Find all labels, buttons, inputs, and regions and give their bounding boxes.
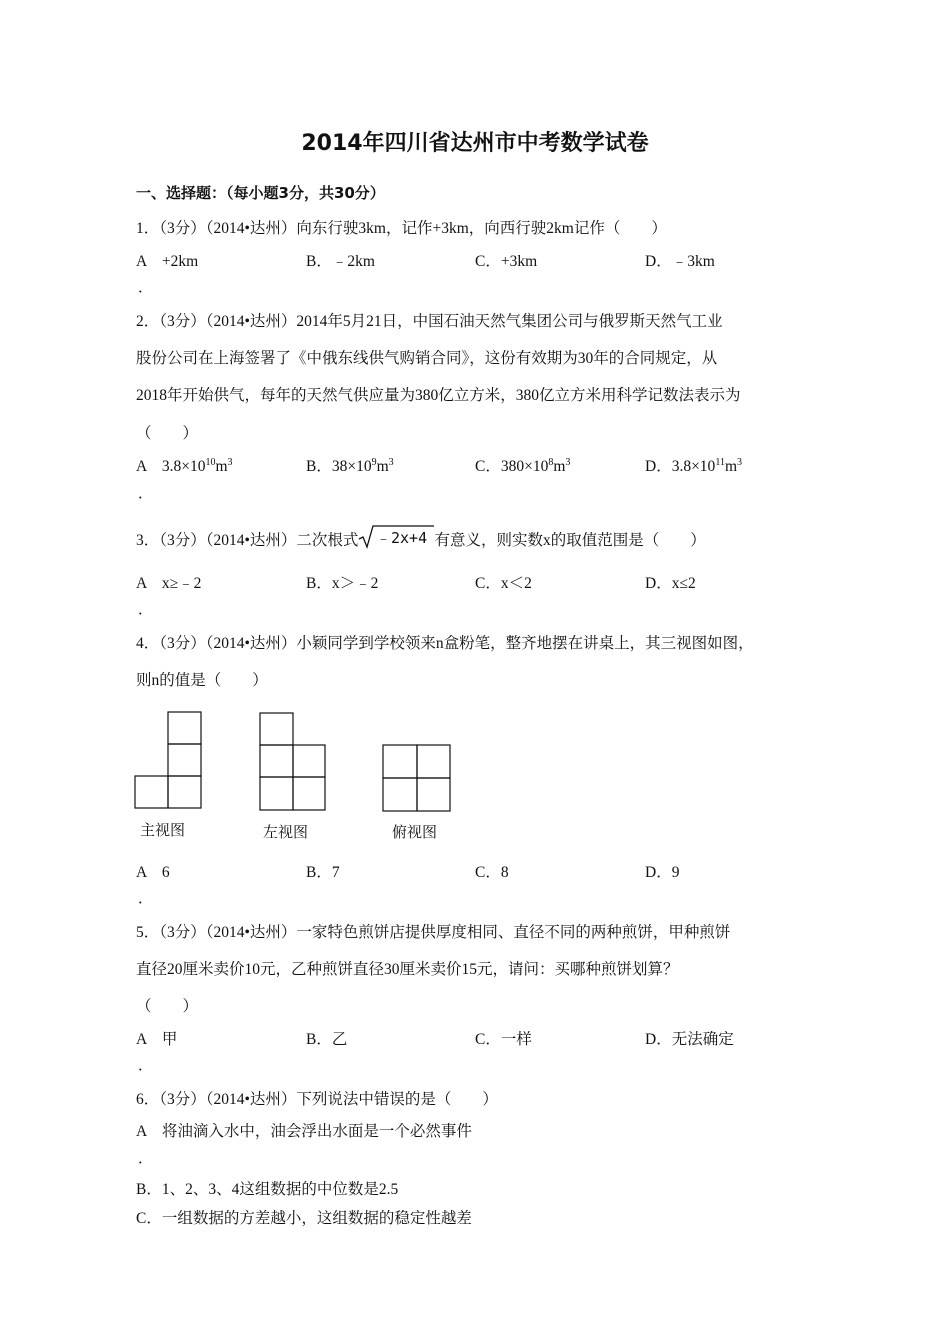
option-dot: ． (138, 486, 154, 502)
q5-option-d: D．无法确定 (645, 1031, 734, 1048)
q3-option-d: D．x≤2 (645, 575, 696, 592)
q4-option-a: A 6 (136, 864, 170, 881)
q2-option-c-label: C．380×10 (475, 458, 549, 475)
three-views-figure (130, 705, 460, 815)
q4-option-d: D．9 (645, 864, 680, 881)
option-dot: ． (138, 602, 154, 618)
option-dot: ． (138, 1151, 154, 1167)
section-heading: 一、选择题：（每小题3分，共30分） (136, 184, 385, 202)
q2-option-a (136, 454, 233, 476)
q1-option-a: A +2km (136, 253, 199, 270)
q2-option-c-exp: 8 (548, 456, 554, 468)
q2-option-c-unit: m (553, 458, 566, 475)
question-4-line-1: 4．（3分）（2014•达州）小颖同学到学校领来n盒粉笔，整齐地摆在讲桌上，其三视图如图， (136, 635, 754, 652)
question-2-line-1: 2．（3分）（2014•达州）2014年5月21日，中国石油天然气集团公司与俄罗斯天然气工业 (136, 313, 723, 330)
question-2-line-4: （ ） (136, 425, 199, 442)
q2-option-d-unit-exp: 3 (737, 456, 743, 468)
q2-option-d-unit: m (724, 458, 738, 475)
option-dot: ． (138, 1058, 154, 1074)
q3-option-c: C．x＜2 (475, 575, 532, 592)
q2-option-d-exp: 11 (715, 456, 725, 468)
q2-option-a-exp: 10 (205, 456, 216, 468)
q3-suffix: 有意义，则实数x的取值范围是（ ） (434, 532, 706, 549)
question-4-line-2: 则n的值是（ ） (136, 672, 268, 689)
q5-option-a: A 甲 (136, 1031, 178, 1048)
option-dot: ． (138, 280, 154, 296)
q2-option-b (306, 454, 394, 476)
q4-option-b: B．7 (306, 864, 340, 881)
top-view-caption: 俯视图 (392, 823, 438, 841)
option-dot: ． (138, 891, 154, 907)
front-view-caption: 主视图 (140, 821, 186, 839)
q2-option-c-unit-exp: 3 (565, 456, 571, 468)
q2-option-a-label: A 3.8×10 (136, 458, 206, 475)
square-root-icon (358, 525, 434, 549)
question-1-text: 1．（3分）（2014•达州）向东行驶3km，记作+3km，向西行驶2km记作（ ） (136, 220, 667, 237)
q6-option-b: B．1、2、3、4这组数据的中位数是2.5 (136, 1181, 399, 1198)
q5-option-c: C．一样 (475, 1031, 532, 1048)
q2-option-c (475, 454, 570, 476)
question-5-line-3: （ ） (136, 998, 199, 1015)
page-title: 2014年四川省达州市中考数学试卷 (301, 131, 649, 156)
q3-option-a: A x≥﹣2 (136, 575, 202, 592)
q1-option-b: B．﹣2km (306, 253, 375, 270)
q1-option-c: C．+3km (475, 253, 538, 270)
q2-option-b-exp: 9 (371, 456, 377, 468)
q3-prefix: 3．（3分）（2014•达州）二次根式 (136, 532, 359, 549)
q2-option-a-unit: m (215, 458, 228, 475)
q2-option-a-unit-exp: 3 (227, 456, 233, 468)
question-5-line-2: 直径20厘米卖价10元，乙种煎饼直径30厘米卖价15元，请问：买哪种煎饼划算？ (136, 961, 679, 978)
q5-option-b: B．乙 (306, 1031, 348, 1048)
front-view (135, 712, 201, 808)
q2-option-d-label: D．3.8×10 (645, 458, 716, 475)
left-view (260, 713, 325, 810)
question-3-text (136, 525, 706, 550)
q6-option-c: C．一组数据的方差越小，这组数据的稳定性越差 (136, 1210, 472, 1227)
q6-option-a: A 将油滴入水中，油会浮出水面是一个必然事件 (136, 1123, 472, 1140)
question-2-line-3: 2018年开始供气，每年的天然气供应量为380亿立方米，380亿立方米用科学记数法表示为 (136, 387, 741, 404)
q3-option-b: B．x＞﹣2 (306, 575, 379, 592)
top-view (383, 745, 450, 811)
q2-option-b-label: B．38×10 (306, 458, 372, 475)
question-6-text: 6．（3分）（2014•达州）下列说法中错误的是（ ） (136, 1091, 498, 1108)
q3-radicand: ﹣2x+4 (376, 529, 428, 547)
q2-option-b-unit: m (376, 458, 389, 475)
question-2-line-2: 股份公司在上海签署了《中俄东线供气购销合同》，这份有效期为30年的合同规定，从 (136, 350, 718, 367)
q2-option-b-unit-exp: 3 (388, 456, 394, 468)
left-view-caption: 左视图 (263, 823, 309, 841)
q2-option-d (645, 454, 742, 476)
q4-option-c: C．8 (475, 864, 509, 881)
question-5-line-1: 5．（3分）（2014•达州）一家特色煎饼店提供厚度相同、直径不同的两种煎饼，甲种煎饼 (136, 924, 731, 941)
q1-option-d: D．﹣3km (645, 253, 715, 270)
